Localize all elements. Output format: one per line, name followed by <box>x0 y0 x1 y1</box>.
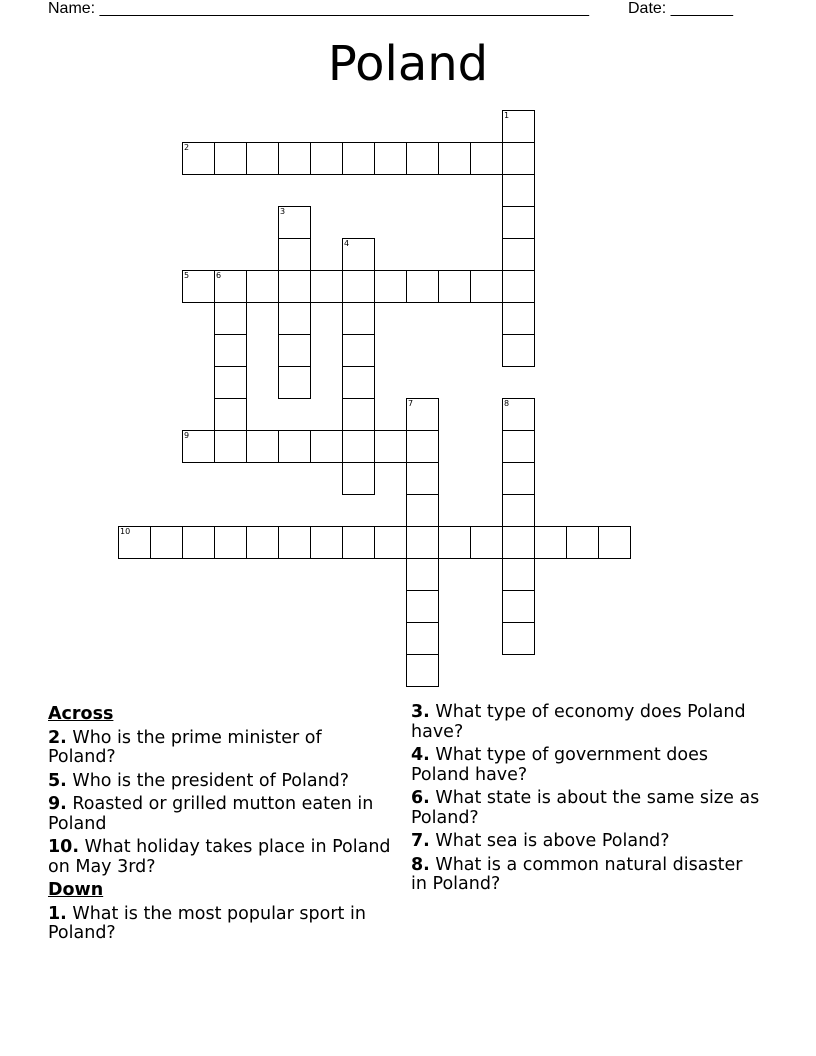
crossword-cell[interactable] <box>438 142 471 175</box>
crossword-cell[interactable] <box>342 334 375 367</box>
crossword-cell[interactable] <box>502 622 535 655</box>
crossword-cell[interactable] <box>502 110 535 143</box>
crossword-cell[interactable] <box>406 398 439 431</box>
crossword-cell[interactable] <box>182 526 215 559</box>
clue-text: What type of economy does Poland have? <box>411 702 746 742</box>
crossword-cell[interactable] <box>502 430 535 463</box>
crossword-cell[interactable] <box>502 142 535 175</box>
crossword-cell[interactable] <box>278 526 311 559</box>
clue-down-4 <box>411 746 761 785</box>
crossword-cell[interactable] <box>374 430 407 463</box>
crossword-cell[interactable] <box>214 430 247 463</box>
clue-text: Who is the president of Poland? <box>66 770 350 791</box>
down-heading: Down <box>48 880 104 900</box>
crossword-cell[interactable] <box>310 270 343 303</box>
crossword-cell[interactable] <box>374 270 407 303</box>
cell-number: 5 <box>184 271 190 280</box>
crossword-cell[interactable] <box>502 302 535 335</box>
cell-number: 2 <box>184 143 190 152</box>
crossword-cell[interactable] <box>502 462 535 495</box>
cell-number: 8 <box>504 399 510 408</box>
crossword-cell[interactable] <box>502 238 535 271</box>
crossword-cell[interactable] <box>438 270 471 303</box>
clue-number: 8. <box>411 854 430 875</box>
clue-down-6 <box>411 789 761 828</box>
clue-text: What type of government does Poland have? <box>411 745 708 785</box>
clue-down-1 <box>48 905 393 944</box>
crossword-cell[interactable] <box>342 430 375 463</box>
crossword-cell[interactable] <box>214 398 247 431</box>
crossword-cell[interactable] <box>406 526 439 559</box>
crossword-cell[interactable] <box>214 270 247 303</box>
crossword-cell[interactable] <box>182 430 215 463</box>
crossword-cell[interactable] <box>342 462 375 495</box>
crossword-cell[interactable] <box>534 526 567 559</box>
across-heading: Across <box>48 704 114 724</box>
clues-column-left <box>48 703 393 948</box>
crossword-cell[interactable] <box>502 590 535 623</box>
crossword-cell[interactable] <box>502 398 535 431</box>
crossword-cell[interactable] <box>502 494 535 527</box>
crossword-cell[interactable] <box>342 398 375 431</box>
crossword-cell[interactable] <box>246 430 279 463</box>
clue-number: 4. <box>411 745 430 765</box>
crossword-cell[interactable] <box>182 142 215 175</box>
crossword-cell[interactable] <box>406 622 439 655</box>
clue-text: What is a common natural disaster in Poland? <box>411 854 743 894</box>
crossword-cell[interactable] <box>150 526 183 559</box>
crossword-cell[interactable] <box>374 526 407 559</box>
crossword-cell[interactable] <box>310 526 343 559</box>
crossword-cell[interactable] <box>406 494 439 527</box>
crossword-cell[interactable] <box>406 590 439 623</box>
cell-number: 3 <box>280 207 286 216</box>
clue-number: 2. <box>48 727 67 748</box>
crossword-cell[interactable] <box>342 366 375 399</box>
cell-number: 7 <box>408 399 414 408</box>
crossword-cell[interactable] <box>374 142 407 175</box>
cell-number: 4 <box>344 239 350 248</box>
crossword-cell[interactable] <box>342 302 375 335</box>
crossword-cell[interactable] <box>470 142 503 175</box>
crossword-cell[interactable] <box>278 206 311 239</box>
crossword-cell[interactable] <box>246 270 279 303</box>
clue-text: What holiday takes place in Poland on May 3rd? <box>48 837 391 877</box>
crossword-cell[interactable] <box>278 430 311 463</box>
crossword-cell[interactable] <box>470 270 503 303</box>
crossword-cell[interactable] <box>502 174 535 207</box>
clue-text: Who is the prime minister of Poland? <box>48 727 322 767</box>
cell-number: 6 <box>216 271 222 280</box>
crossword-cell[interactable] <box>502 270 535 303</box>
crossword-cell[interactable] <box>118 526 151 559</box>
crossword-cell[interactable] <box>502 558 535 591</box>
crossword-cell[interactable] <box>566 526 599 559</box>
name-field-label[interactable]: Name: _______________________________________________________ <box>48 0 589 17</box>
crossword-cell[interactable] <box>246 142 279 175</box>
crossword-cell[interactable] <box>278 270 311 303</box>
clue-text: What state is about the same size as Poland? <box>411 788 760 828</box>
crossword-cell[interactable] <box>278 334 311 367</box>
clue-text: What sea is above Poland? <box>429 831 670 851</box>
crossword-cell[interactable] <box>406 270 439 303</box>
clue-across-2 <box>48 729 393 768</box>
clue-down-8 <box>411 856 761 895</box>
crossword-cell[interactable] <box>182 270 215 303</box>
crossword-cell[interactable] <box>342 526 375 559</box>
date-field-label[interactable]: Date: _______ <box>628 0 733 17</box>
cell-number: 9 <box>184 431 190 440</box>
cell-number: 1 <box>504 111 510 120</box>
crossword-cell[interactable] <box>406 462 439 495</box>
crossword-cell[interactable] <box>406 142 439 175</box>
clue-number: 3. <box>411 702 430 722</box>
crossword-cell[interactable] <box>406 430 439 463</box>
crossword-cell[interactable] <box>310 430 343 463</box>
clue-down-7 <box>411 832 761 852</box>
clue-across-5 <box>48 772 393 792</box>
page-title: Poland <box>327 36 489 92</box>
crossword-cell[interactable] <box>214 366 247 399</box>
crossword-cell[interactable] <box>438 526 471 559</box>
clue-text: What is the most popular sport in Poland? <box>48 903 366 943</box>
crossword-cell[interactable] <box>406 654 439 687</box>
clue-number: 6. <box>411 788 430 808</box>
crossword-cell[interactable] <box>310 142 343 175</box>
crossword-cell[interactable] <box>470 526 503 559</box>
crossword-cell[interactable] <box>214 142 247 175</box>
clue-down-3 <box>411 703 761 742</box>
clue-number: 1. <box>48 903 67 924</box>
crossword-cell[interactable] <box>342 238 375 271</box>
clues-column-right <box>411 703 761 899</box>
clue-across-9 <box>48 795 393 834</box>
crossword-cell[interactable] <box>598 526 631 559</box>
crossword-cell[interactable] <box>246 526 279 559</box>
clue-number: 7. <box>411 831 430 851</box>
crossword-cell[interactable] <box>502 334 535 367</box>
clue-number: 5. <box>48 770 67 791</box>
crossword-cell[interactable] <box>278 238 311 271</box>
crossword-cell[interactable] <box>342 270 375 303</box>
crossword-cell[interactable] <box>214 334 247 367</box>
crossword-cell[interactable] <box>502 206 535 239</box>
crossword-cell[interactable] <box>278 366 311 399</box>
clue-text: Roasted or grilled mutton eaten in Poland <box>48 794 374 834</box>
crossword-cell[interactable] <box>406 558 439 591</box>
clue-number: 9. <box>48 794 67 814</box>
crossword-cell[interactable] <box>214 526 247 559</box>
crossword-cell[interactable] <box>278 142 311 175</box>
clue-across-10 <box>48 838 393 877</box>
crossword-cell[interactable] <box>214 302 247 335</box>
crossword-cell[interactable] <box>278 302 311 335</box>
crossword-cell[interactable] <box>342 142 375 175</box>
clue-number: 10. <box>48 837 80 857</box>
crossword-cell[interactable] <box>502 526 535 559</box>
cell-number: 10 <box>120 527 131 536</box>
